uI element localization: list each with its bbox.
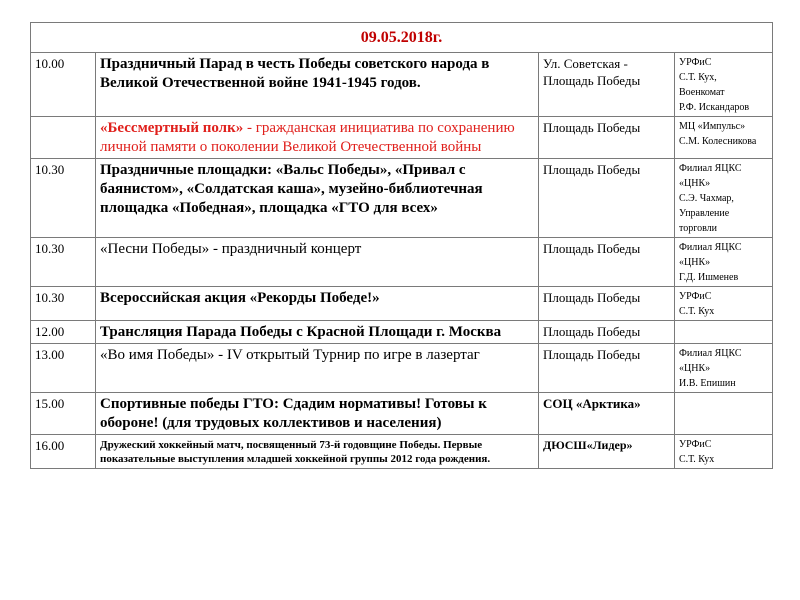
event-time: 13.00 — [31, 344, 96, 393]
organizer-line: С.Т. Кух — [679, 454, 715, 465]
event-place: СОЦ «Арктика» — [539, 393, 675, 435]
organizer-line: Филиал ЯЦКС — [679, 348, 742, 359]
table-row — [31, 53, 773, 117]
event-description: Всероссийская акция «Рекорды Победе!» — [96, 287, 539, 321]
organizer-line: С.Э. Чахмар, — [679, 193, 734, 204]
organizer-line: И.В. Епишин — [679, 378, 736, 389]
organizer-line: «ЦНК» — [679, 178, 711, 189]
organizer-line: Филиал ЯЦКС — [679, 242, 742, 253]
event-organizer — [675, 238, 773, 287]
organizer-line: УРФиС — [679, 57, 712, 68]
event-organizer — [675, 117, 773, 159]
table-row — [31, 238, 773, 287]
organizer-line: УРФиС — [679, 291, 712, 302]
event-time: 16.00 — [31, 435, 96, 469]
event-organizer — [675, 393, 773, 435]
event-organizer — [675, 53, 773, 117]
table-row — [31, 159, 773, 238]
event-text: - гражданская инициатива по сохранению личной памяти о поколении Великой Отечественной войны — [100, 120, 515, 155]
table-row — [31, 344, 773, 393]
table-row — [31, 435, 773, 469]
table-row — [31, 393, 773, 435]
event-title: «Бессмертный полк» — [100, 120, 244, 136]
event-description: Трансляция Парада Победы с Красной Площади г. Москва — [96, 321, 539, 344]
event-time: 12.00 — [31, 321, 96, 344]
event-place: ДЮСШ«Лидер» — [539, 435, 675, 469]
event-time: 10.30 — [31, 238, 96, 287]
schedule-table — [30, 22, 773, 469]
event-place: Площадь Победы — [539, 117, 675, 159]
organizer-line: Военкомат — [679, 87, 725, 98]
event-place: Площадь Победы — [539, 321, 675, 344]
organizer-line: УРФиС — [679, 439, 712, 450]
event-description — [96, 117, 539, 159]
event-place: Площадь Победы — [539, 287, 675, 321]
organizer-line: «ЦНК» — [679, 363, 711, 374]
organizer-line: «ЦНК» — [679, 257, 711, 268]
event-organizer — [675, 435, 773, 469]
event-description: «Во имя Победы» - IV открытый Турнир по игре в лазертаг — [96, 344, 539, 393]
event-time: 10.30 — [31, 287, 96, 321]
event-place: Площадь Победы — [539, 159, 675, 238]
event-time: 15.00 — [31, 393, 96, 435]
event-description: Праздничные площадки: «Вальс Победы», «Привал с баянистом», «Солдатская каша», музейно-библиотечная площадка «Победная», площадка «ГТО для всех» — [96, 159, 539, 238]
table-row — [31, 321, 773, 344]
organizer-line: С.Т. Кух — [679, 306, 715, 317]
organizer-line: МЦ «Импульс» — [679, 121, 746, 132]
organizer-line: Р.Ф. Искандаров — [679, 102, 750, 113]
event-description: Дружеский хоккейный матч, посвященный 73-й годовщине Победы. Первые показательные выступления младшей хоккейной группы 2012 года рождения. — [96, 435, 539, 469]
date-header-row — [31, 23, 773, 53]
organizer-line: Г.Д. Ишменев — [679, 272, 739, 283]
event-description: Спортивные победы ГТО: Сдадим нормативы! Готовы к обороне! (для трудовых коллективов и населения) — [96, 393, 539, 435]
event-organizer — [675, 321, 773, 344]
event-organizer — [675, 344, 773, 393]
organizer-line: Филиал ЯЦКС — [679, 163, 742, 174]
schedule-date: 09.05.2018г. — [31, 23, 773, 53]
table-row — [31, 287, 773, 321]
event-time: 10.30 — [31, 159, 96, 238]
event-organizer — [675, 287, 773, 321]
event-place: Ул. Советская - Площадь Победы — [539, 53, 675, 117]
organizer-line: Управление — [679, 208, 730, 219]
event-description: Праздничный Парад в честь Победы советского народа в Великой Отечественной войне 1941-1945 годов. — [96, 53, 539, 117]
event-place: Площадь Победы — [539, 238, 675, 287]
event-time — [31, 117, 96, 159]
organizer-line: С.Т. Кух, — [679, 72, 717, 83]
organizer-line: торговли — [679, 223, 718, 234]
event-description: «Песни Победы» - праздничный концерт — [96, 238, 539, 287]
organizer-line: С.М. Колесникова — [679, 136, 757, 147]
event-organizer — [675, 159, 773, 238]
event-place: Площадь Победы — [539, 344, 675, 393]
event-time: 10.00 — [31, 53, 96, 117]
table-row — [31, 117, 773, 159]
